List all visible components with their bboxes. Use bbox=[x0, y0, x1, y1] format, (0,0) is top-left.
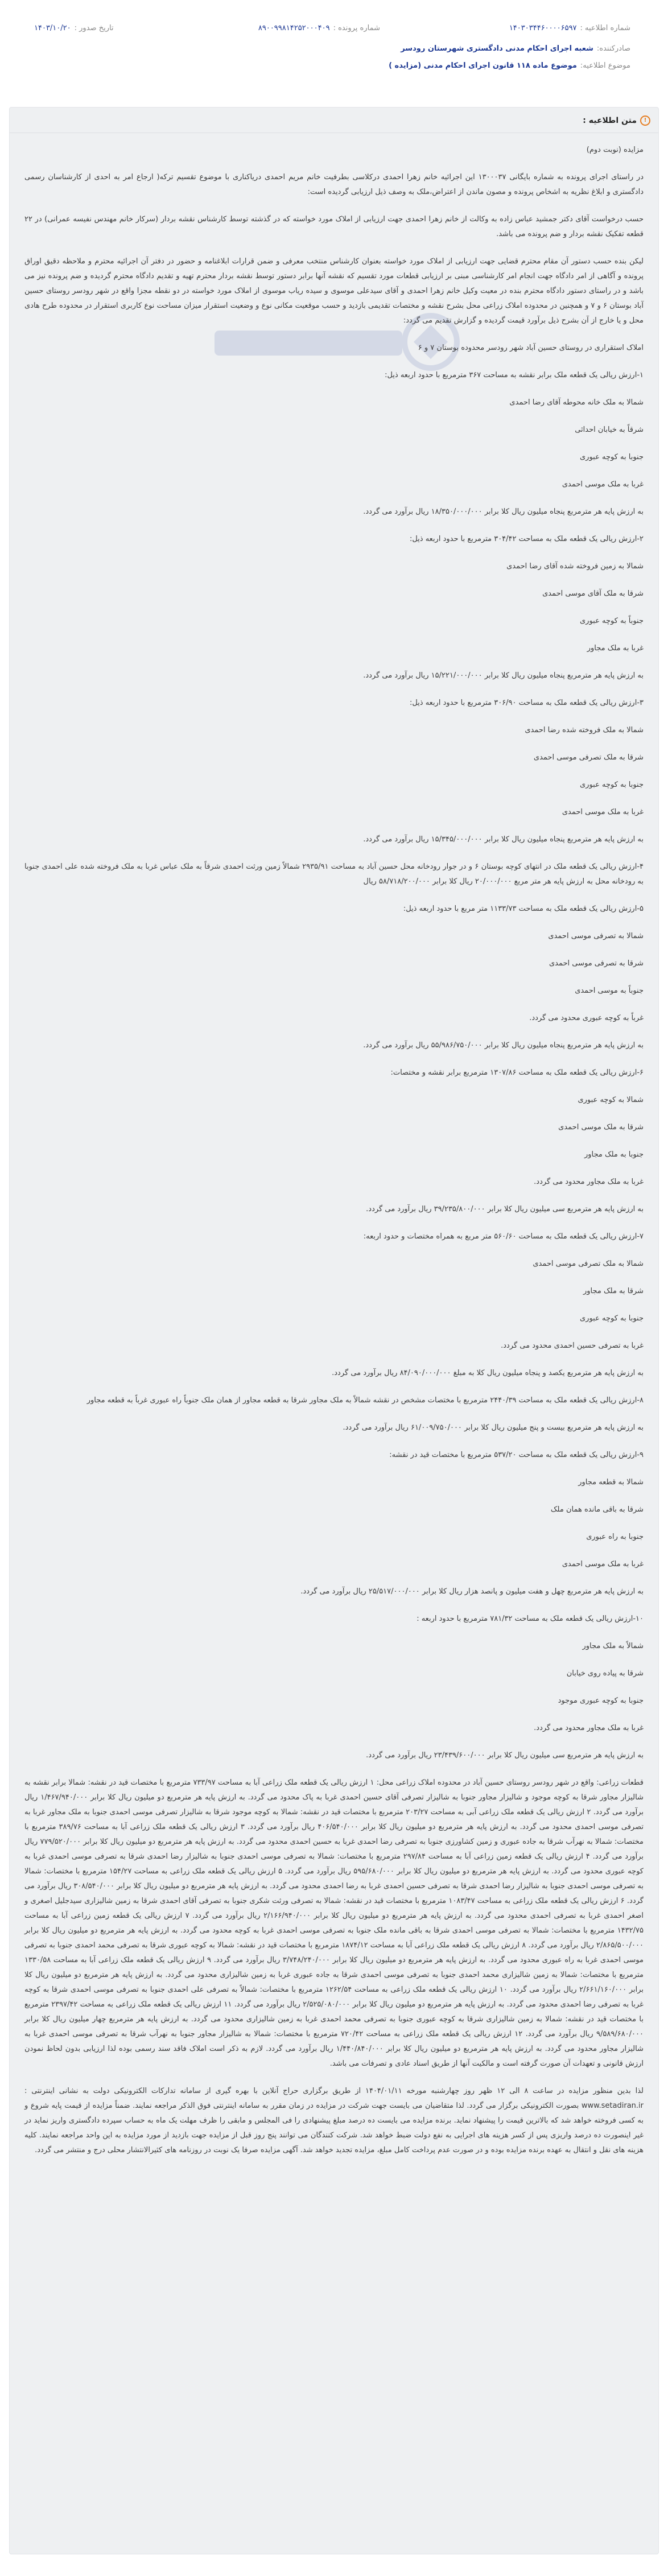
notice-paragraph: غرباً به کوچه عبوری محدود می گردد. bbox=[529, 1014, 644, 1022]
notice-paragraph: غربا به ملک موسی احمدی bbox=[562, 808, 644, 816]
notice-paragraph: املاک استقراری در روستای حسین آباد شهر رودسر محدوده بوستان ۷ و ۶ bbox=[418, 344, 644, 352]
notice-paragraph: غربا به ملک مجاور محدود می گردد. bbox=[534, 1178, 644, 1186]
info-icon: ! bbox=[640, 115, 650, 126]
notice-paragraph: ۲-ارزش ریالی یک قطعه ملک به مساحت ۳۰۴/۴۲ مترمربع با حدود اربعه ذیل: bbox=[409, 535, 644, 543]
notice-paragraph: ۹-ارزش ریالی یک قطعه ملک به مساحت ۵۳۷/۲۰ مترمربع با مختصات قید در نقشه: bbox=[389, 1451, 644, 1459]
notice-paragraph: ۷-ارزش ریالی یک قطعه ملک به مساحت ۵۶۰/۶۰ متر مربع به همراه مختصات و حدود اربعه: bbox=[363, 1232, 644, 1241]
notice-paragraph: ۸-ارزش ریالی یک قطعه ملک به مساحت ۲۴۴۰/۳۹ مترمربع با مختصات مشخص در نقشه شمالاً به ملک مجاور شرقا به قطعه مجاور از همان ملک جنوباً راه عبوری غرباً به قطعه مجاور bbox=[86, 1396, 644, 1405]
notice-paragraph: حسب درخواست آقای دکتر جمشید عباس زاده به وکالت از خانم زهرا احمدی جهت ارزیابی از املاک مورد خواسته که در گذشته توسط کارشناس نقشه بردار (سرکار خانم مهندس نفیسه عمرانی) در ۲۲ قطعه تفکیک نقشه بردار و ضم پرونده می باشد. bbox=[24, 215, 644, 238]
panel-title bbox=[583, 115, 650, 126]
issue-date-value: ۱۴۰۳/۱۰/۲۰ bbox=[34, 24, 71, 32]
notice-paragraph: به ارزش پایه هر مترمربع سی میلیون ریال کلا برابر ۲۳/۴۳۹/۶۰۰/۰۰۰ ریال برآورد می گردد. bbox=[366, 1751, 644, 1760]
notice-paragraph: به ارزش پایه هر مترمربع چهل و هفت میلیون و پانصد هزار ریال کلا برابر ۲۵/۵۱۷/۰۰۰/۰۰۰ ریال برآورد می گردد. bbox=[300, 1587, 644, 1596]
notice-paragraph: جنوبا به راه عبوری bbox=[586, 1533, 644, 1541]
notice-paragraph: به ارزش پایه هر مترمربع پنجاه میلیون ریال کلا برابر ۱۵/۳۴۵/۰۰۰/۰۰۰ ریال برآورد می گردد. bbox=[363, 835, 644, 844]
notice-paragraph: شرقا به ملک آقای موسی احمدی bbox=[542, 589, 644, 598]
issuer-label: صادرکننده: bbox=[596, 44, 630, 53]
notice-paragraph: ۱-ارزش ریالی یک قطعه ملک برابر نقشه به مساحت ۳۶۷ مترمربع با حدود اربعه ذیل: bbox=[385, 371, 644, 379]
notice-paragraph: شرقا به ملک مجاور bbox=[583, 1287, 644, 1295]
notice-paragraph: شرقا به ملک تصرفی موسی احمدی bbox=[533, 753, 644, 762]
notice-paragraph: به ارزش پایه هر مترمربع پنجاه میلیون ریال کلا برابر ۱۵/۲۲۱/۰۰۰/۰۰۰ ریال برآورد می گردد. bbox=[363, 671, 644, 680]
notice-paragraph: ۴-ارزش ریالی یک قطعه ملک در انتهای کوچه بوستان ۶ و در جوار رودخانه محل حسین آباد به مساحت ۲۹۳۵/۹۱ شمالاً زمین ورثت احمدی شرقاً به ملک عباس غربا به ملک فروخته شده علی احمدی جنوبا به رودخانه محل به ارزش پایه هر متر مربع ۲۰/۰۰۰/۰۰۰ ریال کلا برابر ۵۸/۷۱۸/۲۰۰/۰۰۰ ریال bbox=[24, 862, 644, 886]
notice-paragraph: جنوبا به ملک مجاور bbox=[584, 1150, 644, 1159]
notice-paragraph: جنوبا به کوچه عبوری bbox=[580, 453, 644, 461]
notice-paragraph: جنوباً به موسی احمدی bbox=[575, 986, 644, 995]
notice-paragraph: مزایده (نوبت دوم) bbox=[586, 146, 644, 154]
panel-title-text: متن اطلاعیه : bbox=[583, 116, 637, 125]
subject-label: موضوع اطلاعیه: bbox=[580, 61, 630, 70]
issuer-value: شعبه اجرای احکام مدنی دادگستری شهرستان رودسر bbox=[401, 44, 593, 53]
notice-paragraph: شرقا به پیاده روی خیابان bbox=[566, 1669, 644, 1678]
notice-paragraph: شمالا به قطعه مجاور bbox=[578, 1478, 644, 1487]
notice-paragraph: شرقا به ملک موسی احمدی bbox=[558, 1123, 644, 1132]
notice-paragraph: غربا به ملک مجاور bbox=[587, 644, 644, 653]
notice-number bbox=[509, 24, 630, 32]
notice-paragraph: شمالا به زمین فروخته شده آقای رضا احمدی bbox=[506, 562, 644, 571]
notice-paragraph: در راستای اجرای پرونده به شماره بایگانی ۱۳۰۰۰۳۷ این اجرائیه خانم زهرا احمدی درکلاسی بطرفیت خانم مریم احمدی دریاکناری با موضوع تقسیم ترکه( ارجاع امر به احدی از کارشناسان رسمی دادگستری و ابلاغ نظریه به اشخاص پرونده و مصون ماندن از اعتراض،ملک به وصف ذیل ارزیابی گردیده است: bbox=[24, 173, 644, 196]
subject-row bbox=[389, 61, 630, 70]
notice-paragraph: به ارزش پایه هر مترمربع بیست و پنج میلیون ریال کلا برابر ۶۱/۰۰۹/۷۵۰/۰۰۰ ریال برآورد می گردد. bbox=[343, 1423, 644, 1432]
notice-paragraph: جنوبا به کوچه عبوری bbox=[580, 1314, 644, 1323]
notice-body bbox=[24, 143, 644, 2170]
notice-paragraph: غربا به ملک موسی احمدی bbox=[562, 480, 644, 489]
notice-number-value: ۱۴۰۳۰۳۴۴۶۰۰۰۰۶۵۹۷ bbox=[509, 24, 577, 32]
notice-paragraph: غربا به ملک موسی احمدی bbox=[562, 1560, 644, 1568]
notice-paragraph: لذا بدین منظور مزایده در ساعت ۸ الی ۱۲ ظهر روز چهارشنبه مورخه ۱۴۰۴/۰۱/۱۱ از طریق برگزاری حراج آنلاین با بهره گیری از سامانه تدارکات الکترونیکی دولت به نشانی اینترنتی : www.setadiran.ir بصورت الکترونیکی برگزار می گردد. لذا متقاضیان می بایست جهت شرکت در مزایده در زمان مقرر به سامانه اینترنتی فوق الذکر مراجعه نمایند. ضمناً مزایده از قیمت پایه شروع و به کسی فروخته خواهد شد که بالاترین قیمت را پیشنهاد نماید. برنده مزایده می بایست ده درصد مبلغ پیشنهادی را فی المجلس و مابقی را ظرف مهلت یک ماه به حساب سپرده دادگستری واریز نماید در غیر اینصورت ده درصد واریزی پس از کسر هزینه های اجرایی به نفع دولت ضبط خواهد شد. شرکت کنندگان می توانند پنج روز قبل از مزایده جهت بازدید از مورد مزایده به این واحد مراجعه نمایند. کلیه هزینه های نقل و انتقال به عهده برنده مزایده بوده و در صورت عدم پرداخت کامل مبلغ، مزایده تجدید خواهد شد. آگهی مزایده صرفا یک نوبت در روزنامه های کثیرالانتشار محلی درج و منتشر می گردد. bbox=[24, 2087, 644, 2154]
issue-date bbox=[34, 24, 114, 32]
notice-paragraph: به ارزش پایه هر مترمربع پنجاه میلیون ریال کلا برابر ۱۸/۳۵۰/۰۰۰/۰۰۰ ریال برآورد می گردد. bbox=[363, 507, 644, 516]
notice-paragraph: به ارزش پایه هر مترمربع پنجاه میلیون ریال کلا برابر ۵۵/۹۸۶/۷۵۰/۰۰۰ ریال برآورد می گردد. bbox=[363, 1041, 644, 1050]
notice-paragraph: شمالا به ملک خانه محوطه آقای رضا احمدی bbox=[509, 398, 644, 407]
notice-paragraph: غربا به ملک مجاور محدود می گردد. bbox=[534, 1724, 644, 1732]
notice-paragraph: شرقا به باقی مانده همان ملک bbox=[550, 1505, 644, 1514]
notice-paragraph: شرقاً به خیابان احداثی bbox=[575, 426, 644, 434]
notice-paragraph: به ارزش پایه هر مترمربع یکصد و پنجاه میلیون ریال کلا به مبلغ ۸۴/۰۹۰/۰۰۰/۰۰۰ ریال برآورد می گردد. bbox=[332, 1369, 644, 1377]
notice-paragraph: شمالا به ملک تصرفی موسی احمدی bbox=[533, 1260, 644, 1268]
notice-paragraph: قطعات زراعی: واقع در شهر رودسر روستای حسین آباد در محدوده املاک زراعی محل: ۱ ارزش ریالی یک قطعه ملک زراعی آبا به مساحت ۷۳۳/۹۷ مترمربع با مختصات قید در نقشه: شمالا برابر نقشه به شالیزار مجاور شرقا به کوچه موجود و شالیزار مجاور جنوبا به شالیزار تصرفی آقای حسین احمدی غربا به پاک محدود می گردد. به ارزش پایه هر مترمربع دو میلیون ریال کلا برابر ۱/۴۶۷/۹۴۰/۰۰۰ ریال برآورد می گردد. ۲ ارزش ریالی یک قطعه ملک زراعی آبی به مساحت ۲۰۳/۲۷ مترمربع با مختصات قید در نقشه: شمالا به کوچه موجود شرقا به شالیزار تصرفی موسی احمدی جنوبا به ملک مجاور غربا به تصرفی موسی احمدی محدود می گردد. به ارزش پایه هر مترمربع دو میلیون ریال کلا برابر ۴۰۶/۵۴۰/۰۰۰ ریال برآورد می گردد. ۳ ارزش ریالی یک قطعه ملک زراعی آبا به مساحت ۳۸۹/۷۶ مترمربع با مختصات: شمالا به نهرآب شرقا به جاده عبوری و زمین کشاورزی جنوبا به تصرفی رضا احمدی غربا به حسین احمدی محدود می گردد. به ارزش پایه هر مترمربع دو میلیون ریال کلا برابر ۷۷۹/۵۲۰/۰۰۰ ریال برآورد می گردد. ۴ ارزش ریالی یک قطعه زمین زراعی آبا به مساحت ۲۹۷/۸۴ مترمربع با مختصات: شمالا به تصرفی موسی احمدی جنوبا به شالیزار رضا احمدی شرقا به تصرفی موسی احمدی غربا به کوچه عبوری محدود می گردد. به ارزش پایه هر مترمربع دو میلیون ریال کلا برابر ۵۹۵/۶۸۰/۰۰۰ ریال برآورد می گردد. ۵ ارزش ریالی یک قطعه ملک زراعی به مساحت ۱۵۴/۲۷ مترمربع با مختصات: شمالا به تصرفی موسی احمدی جنوبا به شالیزار رضا احمدی شرقا به تصرفی حسین احمدی غربا به رضا احمدی محدود می گردد. به ارزش پایه هر مترمربع دو میلیون ریال کلا برابر ۳۰۸/۵۴۰/۰۰۰ ریال برآورد می گردد. ۶ ارزش ریالی یک قطعه ملک زراعی به مساحت ۱۰۸۳/۴۷ مترمربع با مختصات قید در نقشه: شمالا به تصرفی ورثت شکری جنوبا به تصرفی آقای احمدی شرقا به زمین شالیزاری سیدجلیل اصغری و اصغر احمدی غربا به تصرفی احمدی محدود می گردد. به ارزش پایه هر مترمربع دو میلیون ریال کلا برابر ۲/۱۶۶/۹۴۰/۰۰۰ ریال برآورد می گردد. ۷ ارزش ریالی یک قطعه زمین زراعی آبا به مساحت ۱۴۳۲/۷۵ مترمربع با مختصات: شمالا به تصرفی موسی احمدی شرقا به باقی مانده ملک جنوبا به تصرفی موسی احمدی غربا به کوچه محدود می گردد. به ارزش پایه هر مترمربع دو میلیون ریال کلا برابر ۲/۸۶۵/۵۰۰/۰۰۰ ریال برآورد می گردد. ۸ ارزش ریالی یک قطعه ملک زراعی آبا به مساحت ۱۸۷۴/۱۲ مترمربع با مختصات قید در نقشه: شمالا به کوچه عبوری شرقا به تصرفی محمد احمدی جنوبا به تصرفی موسی احمدی غربا به راه عبوری محدود می گردد. به ارزش پایه هر مترمربع دو میلیون ریال کلا برابر ۳/۷۴۸/۲۴۰/۰۰۰ ریال برآورد می گردد. ۹ ارزش ریالی یک قطعه ملک زراعی آبا به مساحت ۱۳۳۰/۵۸ مترمربع با مختصات: شمالا به زمین شالیزاری محمد احمدی جنوبا به تصرفی موسی احمدی شرقا به جاده عبوری غربا به زمین شالیزاری محدود می گردد. به ارزش پایه هر مترمربع دو میلیون ریال کلا برابر ۲/۶۶۱/۱۶۰/۰۰۰ ریال برآورد می گردد. ۱۰ ارزش ریالی یک قطعه ملک زراعی به مساحت ۱۲۶۲/۵۴ مترمربع با مختصات: شمالاً به تصرفی علی احمدی جنوبا به تصرفی موسی احمدی شرقا به کوچه غربا به تصرفی رضا احمدی محدود می گردد. به ارزش پایه هر مترمربع دو میلیون ریال کلا برابر ۲/۵۲۵/۰۸۰/۰۰۰ ریال برآورد می گردد. ۱۱ ارزش ریالی یک قطعه ملک زراعی به مساحت ۲۳۹۷/۴۲ مترمربع با مختصات قید در نقشه: شمالا به زمین شالیزاری شرقا به کوچه عبوری جنوبا به تصرفی محمد احمدی غربا به زمین شالیزاری محدود می گردد. به ارزش پایه هر مترمربع چهار میلیون ریال کلا برابر ۹/۵۸۹/۶۸۰/۰۰۰ ریال برآورد می گردد. ۱۲ ارزش ریالی یک قطعه ملک زراعی به مساحت ۷۲۰/۴۲ مترمربع با مختصات: شمالا به شالیزار مجاور جنوبا به نهرآب شرقا به تصرفی موسی احمدی غربا به شالیزار مجاور محدود می گردد. به ارزش پایه هر مترمربع دو میلیون ریال کلا برابر ۱/۴۴۰/۸۴۰/۰۰۰ ریال برآورد می گردد. لازم به ذکر است املاک فاقد سند رسمی بوده لذا ارزیابی بدون لحاظ نمودن ارزش قانونی و تعهدات آن صورت گرفته است و مالکیت آنها از طریق اسناد عادی و تصرفات می باشد. bbox=[24, 1778, 644, 2068]
notice-paragraph: شمالاً به ملک مجاور bbox=[582, 1642, 644, 1650]
notice-paragraph: جنوبا به کوچه عبوری bbox=[580, 781, 644, 789]
notice-paragraph: ۵-ارزش ریالی یک قطعه ملک به مساحت ۱۱۳۳/۷۳ متر مربع با حدود اربعه ذیل: bbox=[403, 905, 644, 913]
issue-date-label: تاریخ صدور : bbox=[74, 24, 114, 32]
case-number bbox=[258, 24, 380, 32]
case-number-label: شماره پرونده : bbox=[333, 24, 380, 32]
notice-paragraph: لیکن بنده حسب دستور آن مقام محترم قضایی جهت ارزیابی از املاک مورد خواسته بعنوان کارشناس منتخب معرفی و ضمن قرارات ابلاغنامه و حضور در دفتر آن اجرائیه محترم و ملاحظه دقیق اوراق پرونده و آگاهی از امر دادگاه جهت انجام امر کارشناسی مبنی بر ارزیابی قطعات مورد تقسیم که نقشه آنها برابر دستور توسط نقشه بردار محترم تهیه و تقدیم دادگاه محترم گردیده و ضم پرونده نیز می باشد و در راستای دستور دادگاه محترم بنده در معیت وکیل خانم زهرا احمدی و آقای سیدعلی موسوی و سیده ریاب موسوی از املاک مورد خواسته در دو نقطه مجزا واقع در شهر رودسر روستای حسین آباد بوستان ۶ و ۷ و همچنین در محدوده املاک زراعی محل بشرح نقشه و مختصات تقدیمی بازدید و حسب موقعیت مکانی نوع و وضعیت استقرار میزان مساحت نوع کاربری استقرار در محدوده طرح هادی محل و یا خارج از آن بشرح ذیل برآورد قیمت گردیده و گزارش تقدیم می گردد: bbox=[24, 257, 644, 325]
notice-paragraph: شمالا به تصرفی موسی احمدی bbox=[548, 932, 644, 940]
subject-value: موضوع ماده ۱۱۸ قانون اجرای احکام مدنی (مزایده ) bbox=[389, 61, 577, 70]
notice-paragraph: جنوباً به کوچه عبوری bbox=[580, 617, 644, 625]
notice-header bbox=[0, 0, 668, 80]
notice-paragraph: شرقا به تصرفی موسی احمدی bbox=[549, 959, 644, 968]
notice-paragraph: به ارزش پایه هر مترمربع سی میلیون ریال کلا برابر ۳۹/۲۳۵/۸۰۰/۰۰۰ ریال برآورد می گردد. bbox=[366, 1205, 644, 1213]
notice-paragraph: جنوبا به کوچه عبوری موجود bbox=[558, 1696, 644, 1705]
issuer-row bbox=[401, 44, 630, 53]
notice-paragraph: شمالا به کوچه عبوری bbox=[578, 1096, 644, 1104]
notice-meta-row bbox=[34, 24, 630, 38]
notice-number-label: شماره اطلاعیه : bbox=[580, 24, 630, 32]
notice-paragraph: غربا به تصرفی حسین احمدی محدود می گردد. bbox=[501, 1341, 644, 1350]
notice-text-panel bbox=[9, 107, 659, 2554]
notice-paragraph: ۶-ارزش ریالی یک قطعه ملک به مساحت ۱۳۰۷/۸۶ مترمربع برابر نقشه و مختصات: bbox=[390, 1068, 644, 1077]
notice-paragraph: ۱۰-ارزش ریالی یک قطعه ملک به مساحت ۷۸۱/۳۲ مترمربع با حدود اربعه : bbox=[417, 1615, 644, 1623]
notice-paragraph: شمالا به ملک فروخته شده رضا احمدی bbox=[525, 726, 644, 734]
case-number-value: ۸۹۰۰۹۹۸۱۴۲۵۲۰۰۰۴۰۹ bbox=[258, 24, 330, 32]
notice-paragraph: ۳-ارزش ریالی یک قطعه ملک به مساحت ۳۰۶/۹۰ مترمربع با حدود اربعه ذیل: bbox=[409, 699, 644, 707]
